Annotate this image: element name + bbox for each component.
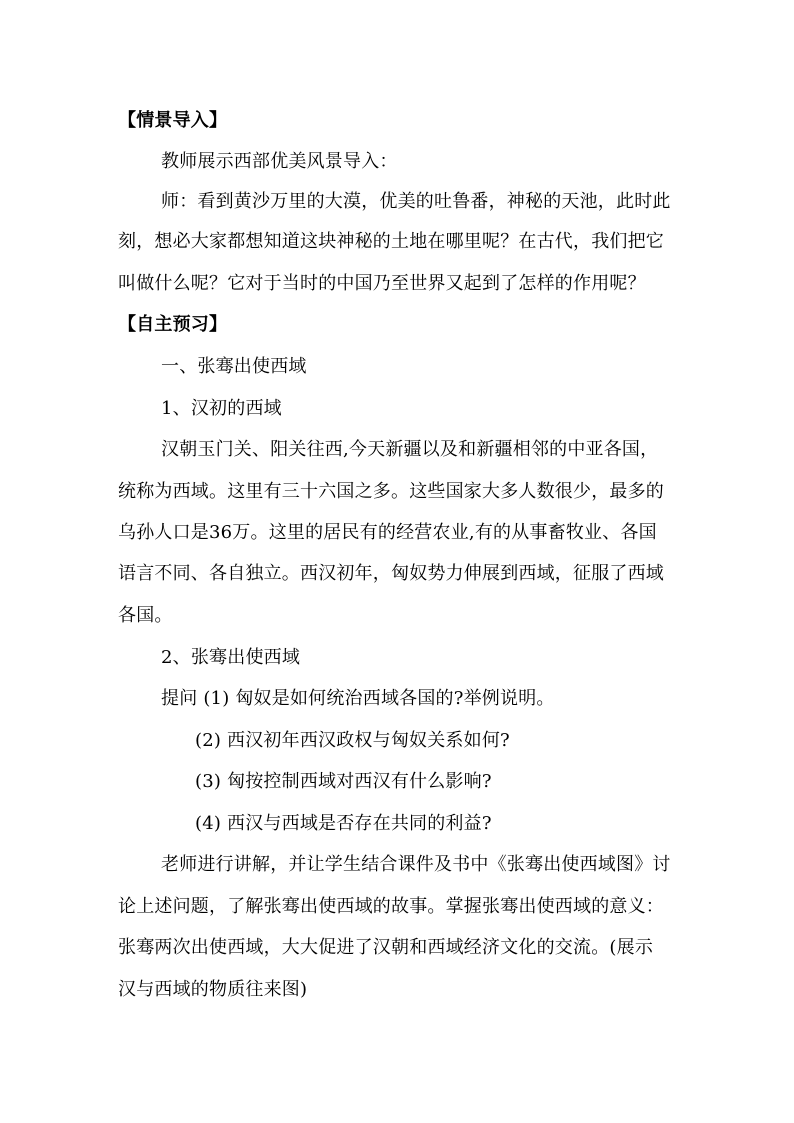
question-4: (4) 西汉与西域是否存在共同的利益? <box>195 813 492 834</box>
closing-paragraph-line-4: 汉与西域的物质往来图) <box>118 979 308 1000</box>
intro-teacher-line: 教师展示西部优美风景导入： <box>161 151 398 172</box>
closing-paragraph-line-1: 老师进行讲解，并让学生结合课件及书中《张骞出使西域图》讨 <box>161 854 671 875</box>
intro-quote-line-3: 叫做什么呢？它对于当时的中国乃至世界又起到了怎样的作用呢？ <box>118 273 646 294</box>
intro-quote-line-2: 刻，想必大家都想知道这块神秘的土地在哪里呢？在古代，我们把它 <box>118 231 664 252</box>
sub1-title: 1、汉初的西域 <box>161 398 282 419</box>
intro-quote-line-1: 师：看到黄沙万里的大漠，优美的吐鲁番，神秘的天池，此时此 <box>161 191 671 212</box>
closing-paragraph-line-2: 论上述问题，了解张骞出使西域的故事。掌握张骞出使西域的意义： <box>118 896 664 917</box>
question-3: (3) 匈按控制西域对西汉有什么影响? <box>195 771 492 792</box>
sub1-paragraph-line-2: 统称为西域。这里有三十六国之多。这些国家大多人数很少，最多的 <box>118 481 664 502</box>
sub1-paragraph-line-3: 乌孙人口是36万。这里的居民有的经营农业,有的从事畜牧业、各国 <box>118 522 657 543</box>
sub1-paragraph-line-4: 语言不同、各自独立。西汉初年，匈奴势力伸展到西域，征服了西域 <box>118 563 664 584</box>
sub2-title: 2、张骞出使西域 <box>161 647 301 668</box>
intro-heading: 【情景导入】 <box>118 110 228 131</box>
sub1-paragraph-line-5: 各国。 <box>118 605 173 626</box>
question-1: 提问 (1) 匈奴是如何统治西域各国的?举例说明。 <box>161 688 555 709</box>
sub1-paragraph-line-1: 汉朝玉门关、阳关往西,今天新疆以及和新疆相邻的中亚各国， <box>161 439 659 460</box>
question-2: (2) 西汉初年西汉政权与匈奴关系如何? <box>195 730 510 751</box>
section-title: 一、张骞出使西域 <box>161 356 307 377</box>
closing-paragraph-line-3: 张骞两次出使西域，大大促进了汉朝和西域经济文化的交流。(展示 <box>118 937 654 958</box>
preview-heading: 【自主预习】 <box>118 314 228 335</box>
